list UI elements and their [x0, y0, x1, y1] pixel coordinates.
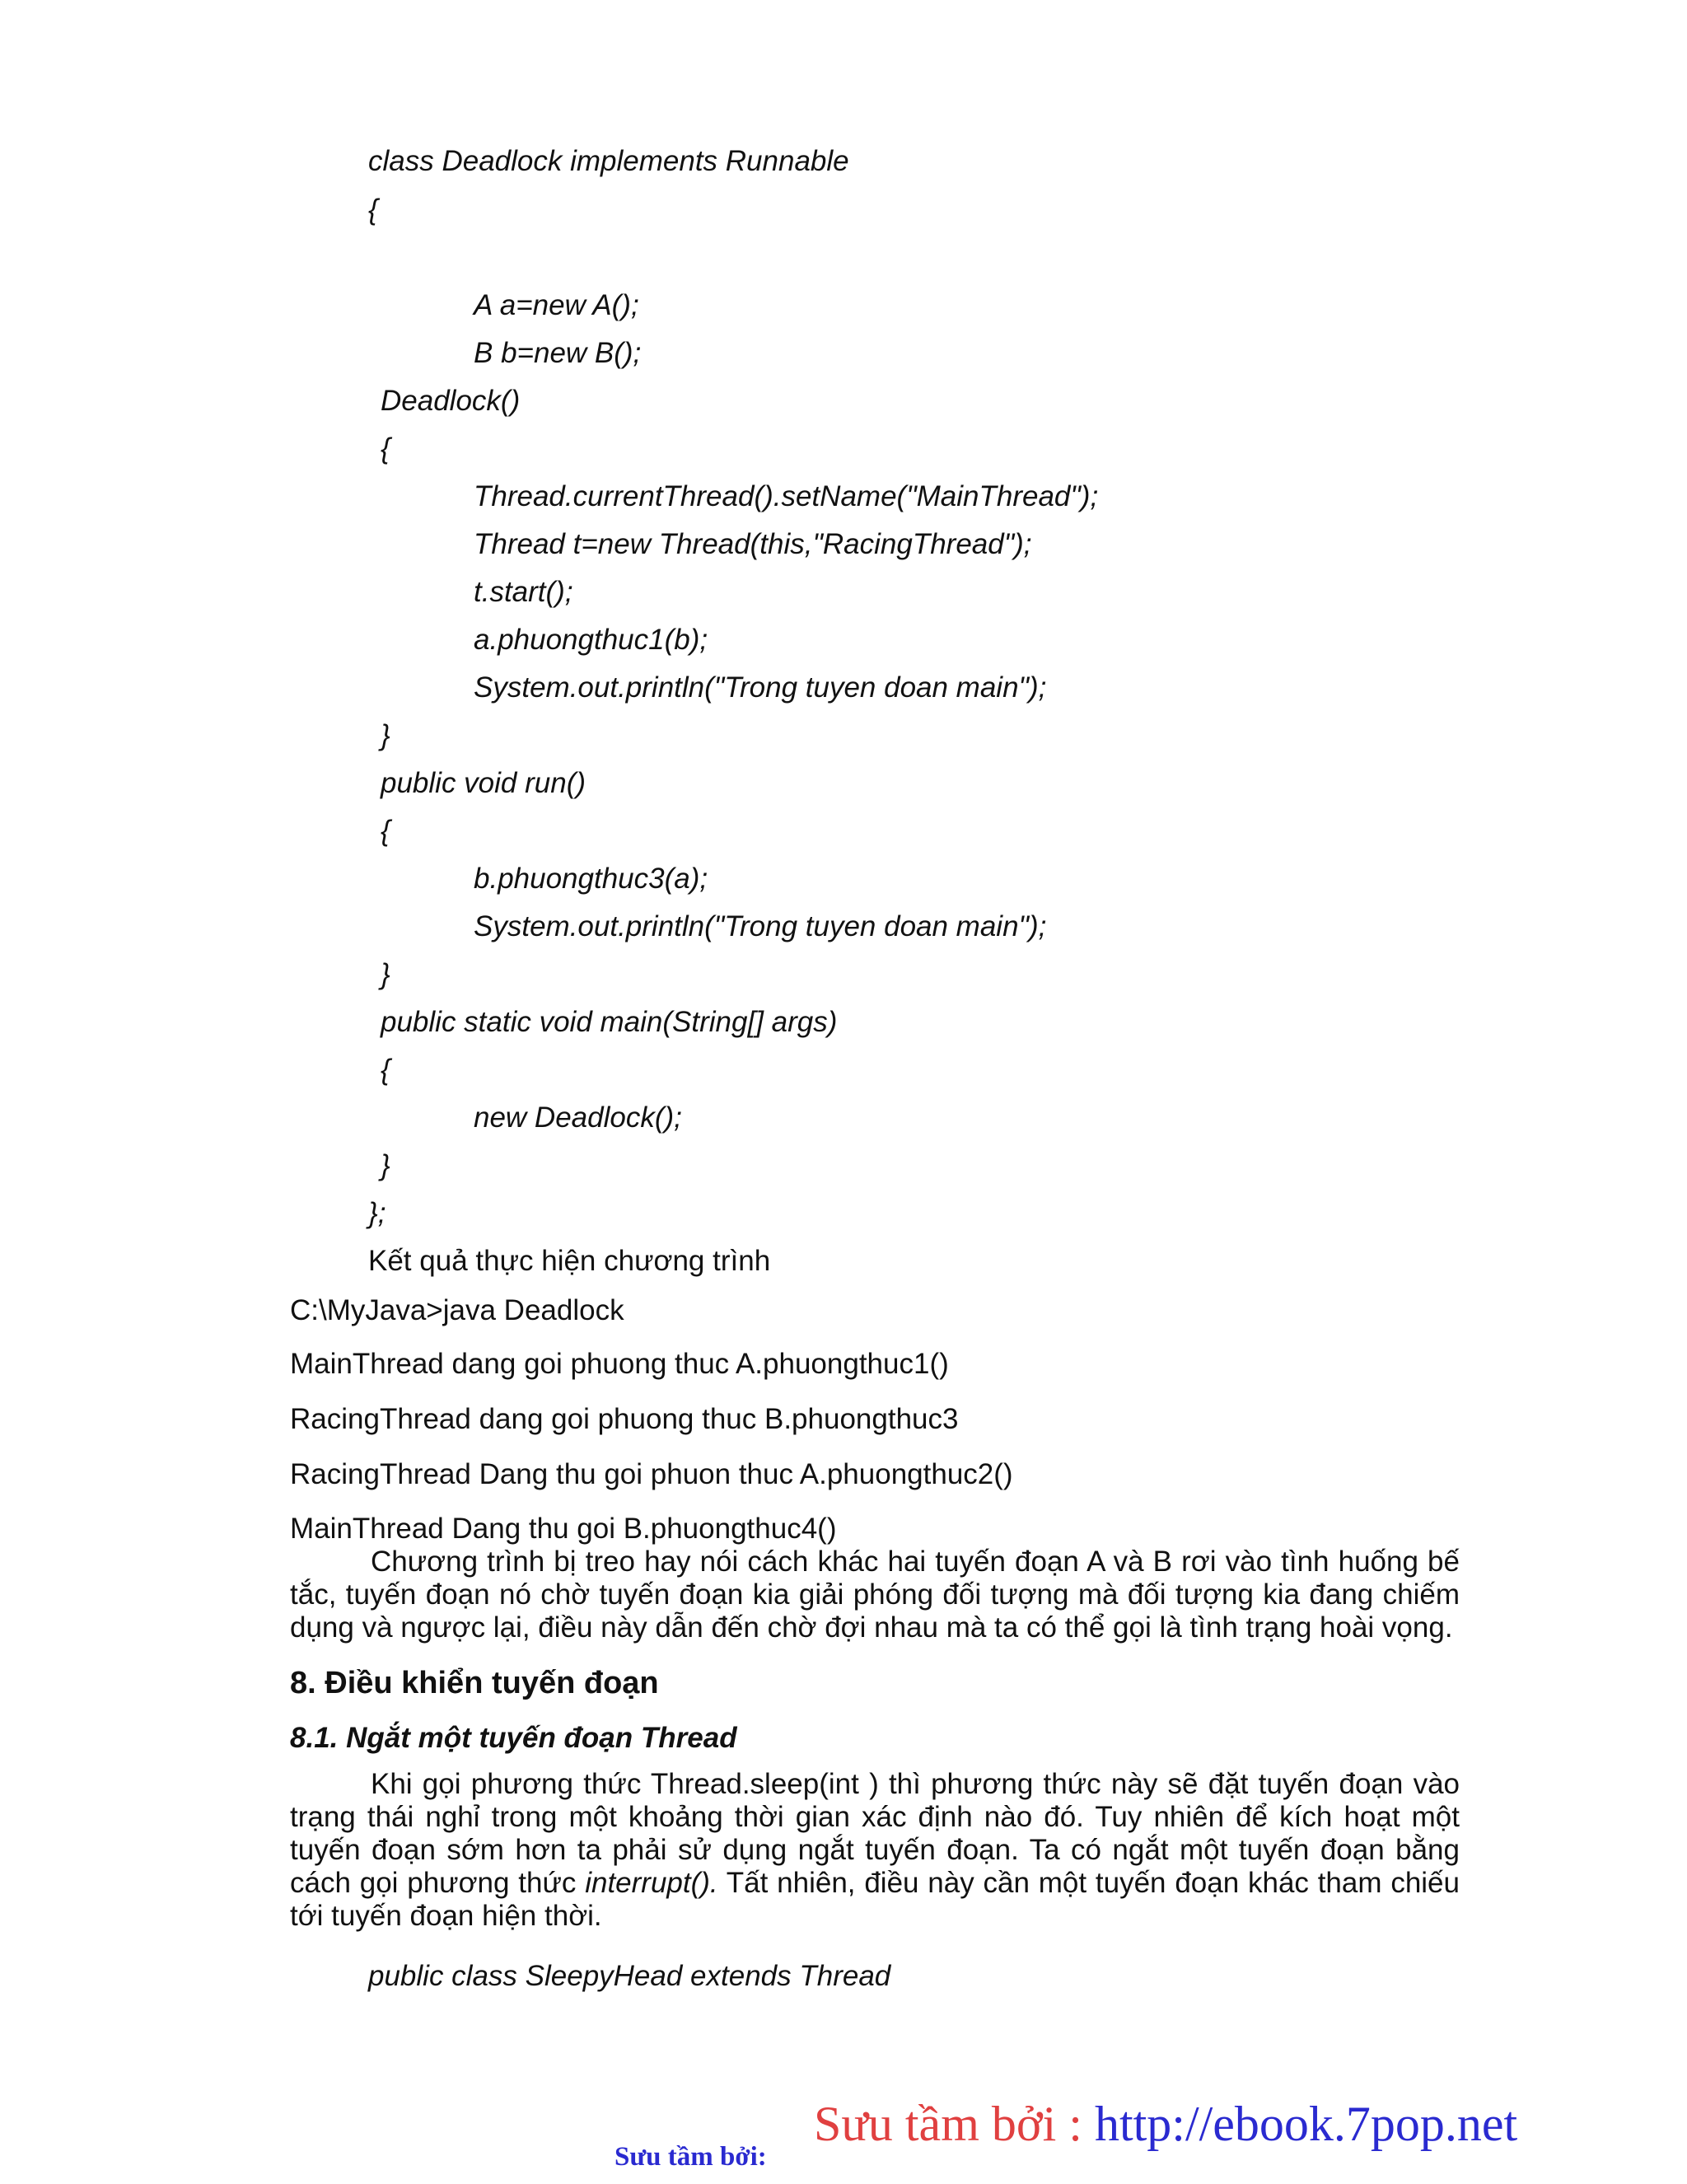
- interrupt-method: interrupt().: [585, 1867, 718, 1899]
- code-line: public static void main(String[] args): [381, 1006, 838, 1038]
- code-line: B b=new B();: [474, 337, 642, 369]
- paragraph-interrupt-before: Khi gọi phương thức Thread.sleep(int ) thì phương thức này sẽ đặt tuyến đoạn vào trạng thái nghỉ trong một khoảng thời gian xác định nào đó. Tuy nhiên để kích hoạt một tuyến đoạn sớm hơn ta phải sử dụng ngắt tuyến đoạn. Ta có ngắt một tuyến đoạn bằng cách gọi phương thức: [290, 1768, 1460, 1899]
- paragraph-interrupt: [290, 1768, 1460, 1933]
- code-line: new Deadlock();: [474, 1101, 682, 1134]
- footer-banner-url[interactable]: http://ebook.7pop.net: [1094, 2097, 1518, 2151]
- code-line: b.phuongthuc3(a);: [474, 863, 708, 895]
- output-line: RacingThread dang goi phuong thuc B.phuongthuc3: [290, 1403, 959, 1435]
- code-line: System.out.println("Trong tuyen doan main");: [474, 671, 1047, 704]
- code-line: t.start();: [474, 576, 573, 608]
- code-line: {: [381, 433, 390, 465]
- code-line: Thread.currentThread().setName("MainThread");: [474, 480, 1099, 512]
- code-line: Deadlock(): [381, 385, 521, 417]
- code-line-sleepyhead: public class SleepyHead extends Thread: [368, 1960, 891, 1992]
- paragraph-interrupt-after: Tất nhiên, điều này cần một tuyến đoạn khác tham chiếu tới tuyến đoạn hiện thời.: [290, 1867, 1460, 1932]
- code-line: };: [368, 1197, 386, 1229]
- subsection-heading: 8.1. Ngắt một tuyến đoạn Thread: [290, 1722, 737, 1754]
- output-line: C:\MyJava>java Deadlock: [290, 1294, 624, 1326]
- code-line: a.phuongthuc1(b);: [474, 624, 708, 656]
- code-line: Thread t=new Thread(this,"RacingThread");: [474, 528, 1032, 560]
- paragraph-deadlock: [290, 1546, 1460, 1644]
- code-line: A a=new A();: [474, 289, 639, 321]
- code-line: class Deadlock implements Runnable: [368, 145, 849, 177]
- output-line: RacingThread Dang thu goi phuon thuc A.phuongthuc2(): [290, 1458, 1013, 1490]
- code-line: {: [381, 1054, 390, 1086]
- footer-source-banner: [814, 2099, 1517, 2149]
- output-line: MainThread dang goi phuong thuc A.phuongthuc1(): [290, 1348, 949, 1380]
- footer-banner-label: Sưu tầm bởi :: [814, 2097, 1095, 2151]
- output-line: MainThread Dang thu goi B.phuongthuc4(): [290, 1513, 837, 1545]
- paragraph-deadlock-text: Chương trình bị treo hay nói cách khác hai tuyến đoạn A và B rơi vào tình huống bế tắc, tuyến đoạn nó chờ tuyến đoạn kia giải phóng đối tượng mà đối tượng kia đang chiếm dụng và ngược lại, điều này dẫn đến chờ đợi nhau mà ta có thể gọi là tình trạng hoài vọng.: [290, 1546, 1460, 1644]
- code-line: }: [381, 719, 390, 751]
- code-line: }: [381, 1149, 390, 1181]
- code-line: {: [381, 815, 390, 847]
- code-line: {: [368, 194, 378, 226]
- result-intro: Kết quả thực hiện chương trình: [368, 1245, 771, 1277]
- code-line: }: [381, 958, 390, 990]
- section-heading: 8. Điều khiển tuyến đoạn: [290, 1666, 659, 1700]
- footer-collected-by-label: Sưu tầm bởi:: [615, 2142, 767, 2172]
- code-line: public void run(): [381, 767, 586, 799]
- code-line: System.out.println("Trong tuyen doan main");: [474, 910, 1047, 942]
